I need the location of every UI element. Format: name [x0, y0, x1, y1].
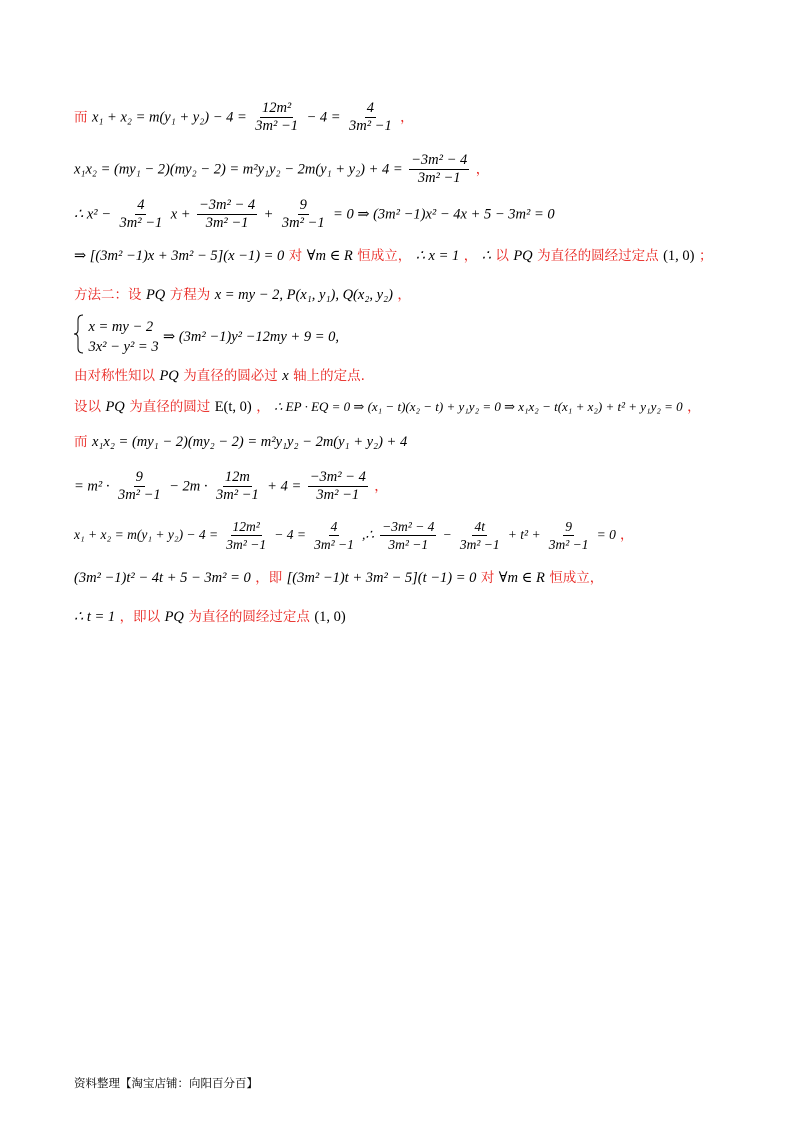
text-segment: 为直径的圆必过 [183, 368, 278, 384]
math-segment: ∴ t = 1 [74, 609, 116, 625]
system-rows [88, 317, 158, 357]
math-segment: E(t, 0) [214, 399, 252, 415]
math-segment: = m² · [74, 478, 110, 495]
system-row: x = my − 2 [88, 319, 154, 335]
equation-line-4 [74, 246, 712, 266]
system-row: 3x² − y² = 3 [88, 339, 159, 355]
math-segment: = 0 [596, 527, 616, 542]
text-er: 而 [74, 109, 88, 126]
text-segment: 方程为 [169, 287, 211, 303]
math-segment: ∴ x² − [74, 206, 112, 223]
math-segment: PQ [105, 399, 125, 415]
text-segment: 对 [480, 570, 495, 586]
math-segment: ∀m ∈ R [498, 570, 545, 586]
fraction: $\frac{\text{−3m² − 4}}{\text{3m² −1}}$ [382, 519, 435, 552]
math-segment: ∴ [481, 248, 491, 264]
math-segment: x = my − 2, P(x₁, y₁), Q(x₂, y₂) [214, 287, 393, 303]
text-segment: ， [463, 248, 478, 264]
math-segment: − [442, 527, 452, 542]
text-segment: 轴上的定点. [293, 368, 365, 384]
comma: ， [620, 527, 634, 543]
math-segment: − 2m · [169, 478, 208, 495]
equation-line-12 [74, 568, 603, 588]
math-segment: + 4 = [267, 478, 302, 495]
fraction: $\frac{9}{\text{3m² −1}}$ [281, 197, 325, 231]
text-segment: 恒成立， [357, 248, 412, 264]
math-product: x₁x₂ = (my₁ − 2)(my₂ − 2) = m²y₁y₂ − 2m(y₁ + y₂) + 4 = [74, 161, 403, 178]
math-segment: PQ [159, 368, 179, 384]
math-segment: (1, 0) [663, 248, 695, 264]
text-segment: ， [397, 287, 411, 303]
fraction: $\frac{\text{−3m² − 4}}{\text{3m² −1}}$ [309, 469, 366, 503]
text-segment: 由对称性知以 [74, 368, 155, 384]
fraction: $\frac{4}{\text{3m² −1}}$ [314, 519, 354, 552]
text-segment: ，即以 [119, 609, 161, 625]
fraction: $\frac{4}{\text{3m² −1}}$ [119, 197, 163, 231]
math-segment: + [263, 206, 274, 223]
left-brace [74, 314, 84, 360]
comma: ， [400, 109, 414, 126]
text-segment: ， [687, 399, 701, 415]
text-segment: 而 [74, 434, 88, 450]
math-segment: PQ [164, 609, 184, 625]
symmetry-note [74, 366, 365, 386]
math-segment: + t² + [507, 527, 541, 542]
footer-source: 资料整理【淘宝店铺：向阳百分百】 [74, 1076, 258, 1090]
fraction: $\frac{\text{12m²}}{\text{3m² −1}}$ [226, 519, 267, 552]
equation-system [74, 314, 339, 360]
math-segment: (3m² −1)t² − 4t + 5 − 3m² = 0 [74, 570, 251, 586]
fraction: $\frac{9}{\text{3m² −1}}$ [117, 469, 161, 503]
math-segment: (1, 0) [314, 609, 346, 625]
fraction: $\frac{\text{12m²}}{\text{3m² −1}}$ [255, 100, 298, 134]
math-segment: [(3m² −1)t + 3m² − 5](t −1) = 0 [286, 570, 477, 586]
math-segment: x [282, 368, 289, 384]
equation-line-2 [74, 152, 489, 187]
fraction: $\frac{\text{−3m² − 4}}{\text{3m² −1}}$ [199, 197, 256, 231]
math-segment: − 4 = [274, 527, 306, 542]
comma: ， [475, 161, 490, 178]
math-sum: x₁ + x₂ = m(y₁ + y₂) − 4 = [91, 109, 247, 126]
conclusion-line [74, 607, 346, 627]
text-segment: ； [698, 248, 713, 264]
math-minus4: − 4 = [306, 109, 341, 126]
equation-line-3 [74, 197, 555, 232]
comma: ， [374, 478, 388, 495]
text-segment: 为直径的圆经过定点 [188, 609, 310, 625]
math-segment: ⇒ [(3m² −1)x + 3m² − 5](x −1) = 0 [74, 248, 285, 264]
text-segment: ， [256, 399, 270, 415]
text-segment: 恒成立， [549, 570, 604, 586]
math-segment: ,∴ [362, 527, 375, 542]
math-segment: ⇒ (3m² −1)y² −12my + 9 = 0, [163, 329, 340, 345]
equation-line-11 [74, 518, 634, 553]
fraction: $\frac{4t}{\text{3m² −1}}$ [459, 519, 500, 552]
equation-line-1 [74, 100, 414, 135]
math-segment: x₁ + x₂ = m(y₁ + y₂) − 4 = [74, 527, 219, 542]
math-segment: x + [170, 206, 191, 223]
text-segment: 为直径的圆过 [129, 399, 211, 415]
text-segment: 为直径的圆经过定点 [537, 248, 659, 264]
math-segment: PQ [145, 287, 166, 303]
text-segment: 以 [495, 248, 509, 264]
text-segment: 设以 [74, 399, 101, 415]
math-segment: PQ [513, 248, 533, 264]
math-segment: ∴ EP · EQ = 0 ⇒ (x₁ − t)(x₂ − t) + y₁y₂ = 0 ⇒ x₁x₂ − t(x₁ + x₂) + t² + y₁y₂ = 0 [274, 399, 683, 414]
text-segment: 方法二：设 [74, 287, 142, 303]
fraction: $\frac{12m}{\text{3m² −1}}$ [215, 469, 259, 503]
text-segment: ，即 [255, 570, 283, 586]
equation-line-10 [74, 469, 388, 504]
method-two-heading [74, 285, 411, 305]
equation-line-8 [74, 397, 701, 417]
math-segment: ∀m ∈ R [306, 248, 353, 264]
fraction: $\frac{\text{−3m² − 4}}{\text{3m² −1}}$ [411, 152, 468, 186]
fraction: $\frac{4}{\text{3m² −1}}$ [348, 100, 392, 134]
math-segment: = 0 ⇒ (3m² −1)x² − 4x + 5 − 3m² = 0 [333, 206, 555, 223]
equation-line-9 [74, 432, 407, 452]
text-segment: 对 [288, 248, 303, 264]
fraction: $\frac{9}{\text{3m² −1}}$ [548, 519, 589, 552]
math-segment: x₁x₂ = (my₁ − 2)(my₂ − 2) = m²y₁y₂ − 2m(y₁ + y₂) + 4 [91, 434, 408, 450]
math-segment: ∴ x = 1 [415, 248, 460, 264]
